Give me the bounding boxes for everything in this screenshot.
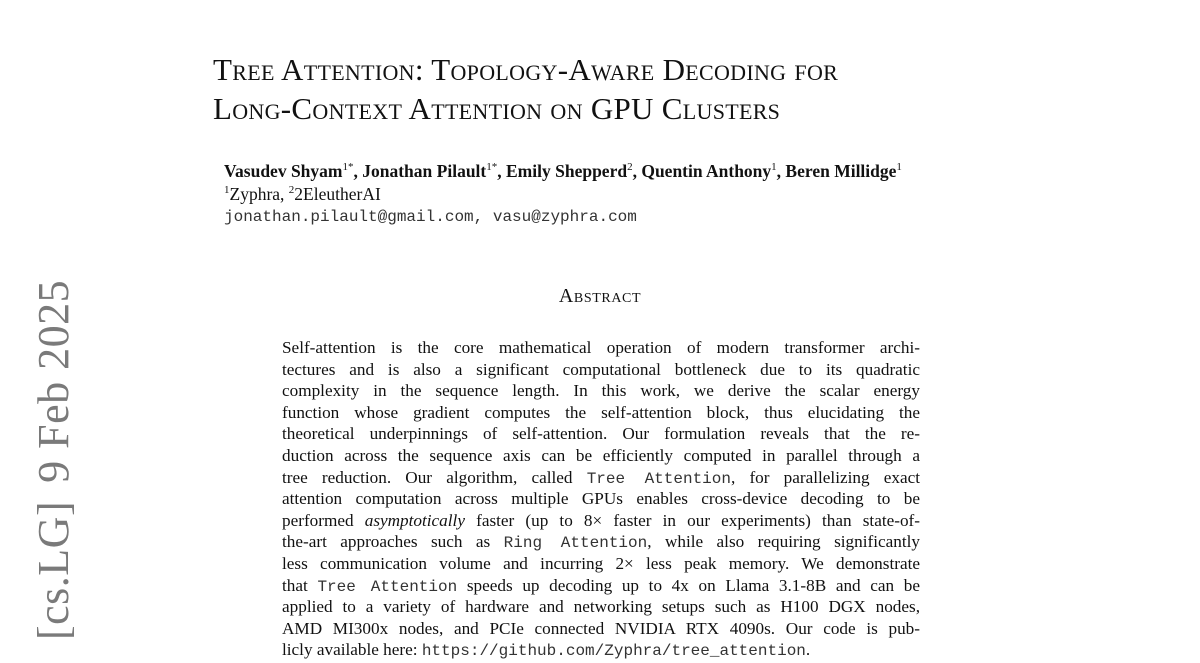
abstract-text: faster (up to 8× faster in our experiments) than state-of- [464, 510, 920, 530]
code-term-ring-attention: Ring Attention [503, 534, 648, 553]
abstract-text: the-art approaches such as [282, 532, 504, 552]
abstract-text: , for parallelizing exact [730, 467, 920, 487]
title-line-2: Long-Context Attention on GPU Clusters [213, 91, 781, 126]
code-term-tree-attention: Tree Attention [317, 577, 458, 596]
paper-title [213, 50, 1113, 128]
abstract-line: Self-attention is the core mathematical operation of modern transformer archi- [282, 338, 920, 357]
abstract-line: complexity in the sequence length. In this work, we derive the scalar energy [282, 381, 920, 401]
abstract-text: that [282, 575, 318, 595]
abstract-line: AMD MI300x nodes, and PCIe connected NVIDIA RTX 4090s. Our code is pub- [282, 618, 920, 638]
affiliation-name: Zyphra, [229, 184, 289, 204]
emphasis-asymptotically: asymptotically [364, 510, 465, 530]
abstract-line: function whose gradient computes the self-attention block, thus elucidating the [282, 402, 920, 422]
author-mark: 1* [486, 161, 498, 174]
author-name: Vasudev Shyam [224, 161, 343, 181]
author-list [224, 161, 902, 182]
abstract-line [282, 467, 920, 489]
arxiv-date: 9 Feb 2025 [29, 279, 78, 483]
arxiv-stamp [28, 280, 79, 640]
abstract-line [282, 510, 920, 532]
author-name: Quentin Anthony [641, 161, 772, 181]
author-separator: , [632, 161, 642, 181]
abstract-body [282, 337, 920, 661]
abstract-line [282, 531, 920, 553]
title-line-1: Tree Attention: Topology-Aware Decoding for [213, 52, 839, 87]
abstract-line: less communication volume and incurring 2× less peak memory. We demonstrate [282, 553, 920, 573]
abstract-line [282, 575, 920, 597]
author-mark: 2 [627, 161, 633, 174]
author-mark: 1* [342, 161, 354, 174]
affiliation-mark: 1 [224, 184, 230, 197]
abstract-heading: Abstract [558, 285, 642, 307]
abstract-line: applied to a variety of hardware and networking setups such as H100 DGX nodes, [282, 597, 920, 617]
abstract-text: speeds up decoding up to 4x on Llama 3.1-8B and can be [457, 575, 921, 595]
abstract-line: attention computation across multiple GPUs enables cross-device decoding to be [282, 489, 920, 509]
abstract-text: , while also requiring significantly [647, 532, 920, 552]
abstract-line: theoretical underpinnings of self-attention. Our formulation reveals that the re- [282, 424, 920, 444]
abstract-line [282, 639, 920, 661]
arxiv-category: [cs.LG] [29, 500, 78, 640]
author-separator: , [776, 161, 786, 181]
abstract-text: tree reduction. Our algorithm, called [282, 467, 587, 487]
affiliations [224, 184, 381, 205]
abstract-text: . [805, 640, 811, 660]
abstract-line: tectures and is also a significant computational bottleneck due to its quadratic [282, 359, 920, 379]
affiliation-mark: 2 [288, 184, 295, 197]
abstract-text: licly available here: [282, 640, 422, 660]
abstract-line: duction across the sequence axis can be efficiently computed in parallel through a [282, 445, 920, 465]
author-emails: jonathan.pilault@gmail.com, vasu@zyphra.com [224, 208, 637, 226]
code-repo-link[interactable]: https://github.com/Zyphra/tree_attention [421, 642, 806, 661]
affiliation-name: 2EleutherAI [294, 184, 381, 204]
author-mark: 1 [771, 161, 777, 174]
author-name: Jonathan Pilault [362, 161, 487, 181]
author-separator: , [497, 161, 506, 181]
author-name: Beren Millidge [785, 161, 897, 181]
code-term-tree-attention: Tree Attention [586, 469, 731, 488]
abstract-text: performed [282, 510, 365, 530]
author-mark: 1 [896, 161, 902, 174]
author-separator: , [353, 161, 363, 181]
author-name: Emily Shepperd [506, 161, 628, 181]
